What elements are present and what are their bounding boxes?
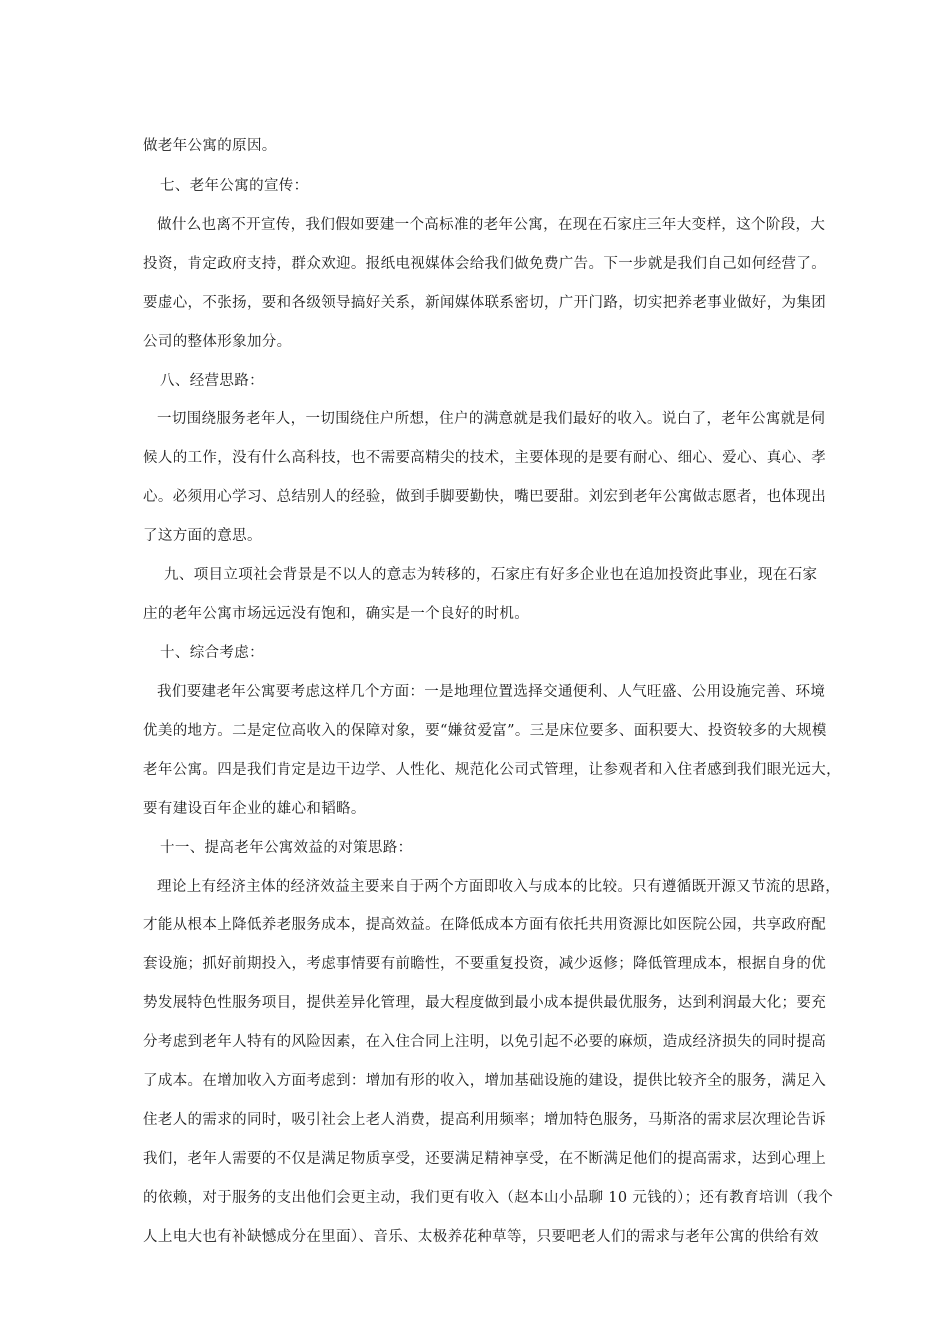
text-line: 了这方面的意思。 [143, 528, 262, 544]
text-line: 做老年公寓的原因。 [143, 138, 277, 154]
section-heading: 七、老年公寓的宣传： [160, 178, 309, 194]
text-line: 公司的整体形象加分。 [143, 334, 292, 350]
section-heading: 八、经营思路： [160, 373, 264, 389]
text-line: 候人的工作，没有什么高科技，也不需要高精尖的技术，主要体现的是要有耐心、细心、爱心、真心、孝 [143, 450, 827, 466]
section-heading: 十、综合考虑： [160, 645, 264, 661]
text-line: 势发展特色性服务项目，提供差异化管理，最大程度做到最小成本提供最优服务，达到利润最大化；要充 [143, 995, 827, 1011]
text-line: 分考虑到老年人特有的风险因素，在入住合同上注明，以免引起不必要的麻烦，造成经济损失的同时提高 [143, 1034, 827, 1050]
text-line: 优美的地方。二是定位高收入的保障对象，要“嫌贫爱富”。三是床位要多、面积要大、投资较多的大规模 [143, 723, 827, 739]
text-line: 老年公寓。四是我们肯定是边干边学、人性化、规范化公司式管理，让参观者和入住者感到我们眼光远大， [143, 762, 841, 778]
text-line: 理论上有经济主体的经济效益主要来自于两个方面即收入与成本的比较。只有遵循既开源又节流的思路， [157, 879, 841, 895]
text-line: 要有建设百年企业的雄心和韬略。 [143, 801, 366, 817]
text-line: 做什么也离不开宣传，我们假如要建一个高标准的老年公寓，在现在石家庄三年大变样，这个阶段，大 [157, 217, 826, 233]
section-heading: 十一、提高老年公寓效益的对策思路： [160, 840, 413, 856]
text-line: 住老人的需求的同时，吸引社会上老人消费，提高利用频率；增加特色服务，马斯洛的需求层次理论告诉 [143, 1112, 827, 1128]
text-line: 了成本。在增加收入方面考虑到：增加有形的收入，增加基础设施的建设，提供比较齐全的服务，满足入 [143, 1073, 827, 1089]
text-line: 庄的老年公寓市场远远没有饱和，确实是一个良好的时机。 [143, 606, 530, 622]
text-line: 一切围绕服务老年人，一切围绕住户所想，住户的满意就是我们最好的收入。说白了，老年公寓就是伺 [157, 411, 826, 427]
text-line: 我们，老年人需要的不仅是满足物质享受，还要满足精神享受，在不断满足他们的提高需求，达到心理上 [143, 1151, 827, 1167]
text-line: 心。必须用心学习、总结别人的经验，做到手脚要勤快，嘴巴要甜。刘宏到老年公寓做志愿者，也体现出 [143, 489, 827, 505]
text-line: 投资，肯定政府支持，群众欢迎。报纸电视媒体会给我们做免费广告。下一步就是我们自己如何经营了。 [143, 256, 827, 272]
text-line: 我们要建老年公寓要考虑这样几个方面：一是地理位置选择交通便利、人气旺盛、公用设施完善、环境 [157, 684, 826, 700]
text-line: 才能从根本上降低养老服务成本，提高效益。在降低成本方面有依托共用资源比如医院公园，共享政府配 [143, 917, 827, 933]
text-line: 的依赖，对于服务的支出他们会更主动，我们更有收入（赵本山小品聊 10 元钱的）；还有教育培训（我个 [143, 1190, 834, 1206]
text-line: 九、项目立项社会背景是不以人的意志为转移的，石家庄有好多企业也在追加投资此事业，现在石家 [164, 567, 818, 583]
text-line: 人上电大也有补缺憾成分在里面）、音乐、太极养花种草等，只要吧老人们的需求与老年公寓的供给有效 [143, 1229, 819, 1245]
text-line: 套设施；抓好前期投入，考虑事情要有前瞻性，不要重复投资，减少返修；降低管理成本，根据自身的优 [143, 956, 827, 972]
text-line: 要虚心，不张扬，要和各级领导搞好关系，新闻媒体联系密切，广开门路，切实把养老事业做好，为集团 [143, 295, 827, 311]
